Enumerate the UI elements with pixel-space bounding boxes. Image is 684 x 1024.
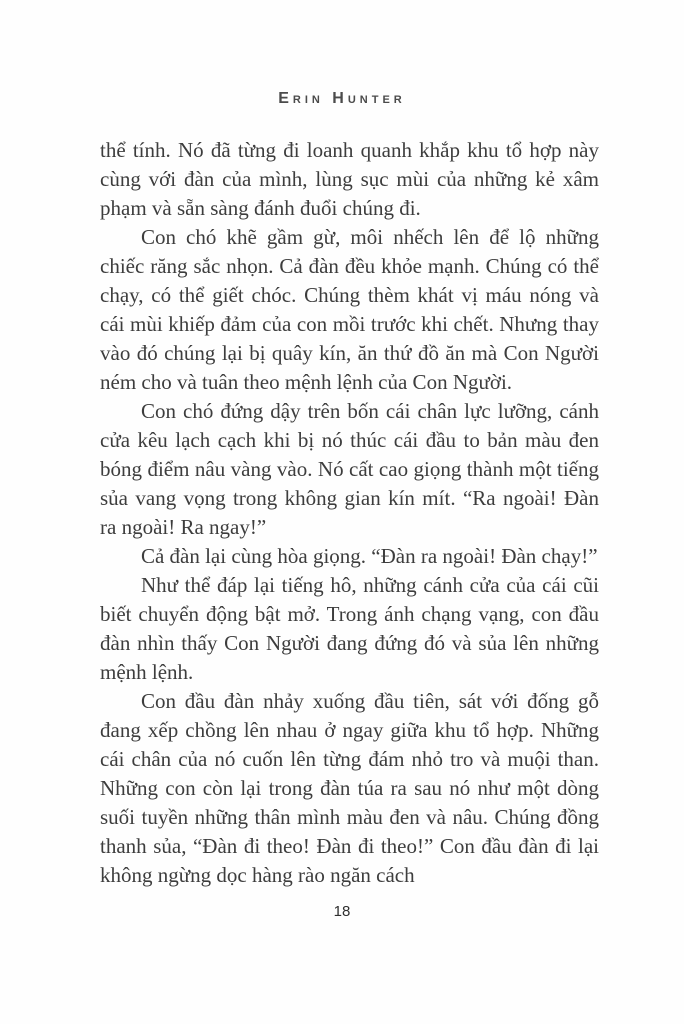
- body-paragraph: thể tính. Nó đã từng đi loanh quanh khắp khu tổ hợp này cùng với đàn của mình, lùng sục mùi của những kẻ xâm phạm và sẵn sàng đánh đuổi chúng đi.: [100, 138, 599, 220]
- body-paragraph: Cả đàn lại cùng hòa giọng. “Đàn ra ngoài! Đàn chạy!”: [140, 544, 598, 568]
- body-paragraph: Con chó khẽ gầm gừ, môi nhếch lên để lộ những chiếc răng sắc nhọn. Cả đàn đều khỏe mạnh. Chúng có thể chạy, có thể giết chóc. Chúng thèm khát vị máu nóng và cái mùi khiếp đảm của con mồi trước khi chết. Nhưng thay vào đó chúng lại bị quây kín, ăn thứ đồ ăn mà Con Người ném cho và tuân theo mệnh lệnh của Con Người.: [100, 225, 599, 394]
- page-number: 18: [333, 903, 351, 920]
- body-paragraph: Con đầu đàn nhảy xuống đầu tiên, sát với đống gỗ đang xếp chồng lên nhau ở ngay giữa khu tổ hợp. Những cái chân của nó cuốn lên từng đám nhỏ tro và muội than. Những con còn lại trong đàn túa ra sau nó như một dòng suối tuyền những thân mình màu đen và nâu. Chúng đồng thanh sủa, “Đàn đi theo! Đàn đi theo!” Con đầu đàn đi lại không ngừng dọc hàng rào ngăn cách: [100, 689, 599, 887]
- running-header-author: Erin Hunter: [278, 90, 406, 107]
- body-paragraph: Con chó đứng dậy trên bốn cái chân lực lưỡng, cánh cửa kêu lạch cạch khi bị nó thúc cái đầu to bản màu đen bóng điểm nâu vàng vào. Nó cất cao giọng thành một tiếng sủa vang vọng trong không gian kín mít. “Ra ngoài! Đàn ra ngoài! Ra ngay!”: [100, 399, 599, 539]
- body-text-block: [100, 136, 599, 890]
- body-paragraph: Như thể đáp lại tiếng hô, những cánh cửa của cái cũi biết chuyển động bật mở. Trong ánh chạng vạng, con đầu đàn nhìn thấy Con Người đang đứng đó và sủa lên những mệnh lệnh.: [100, 573, 599, 684]
